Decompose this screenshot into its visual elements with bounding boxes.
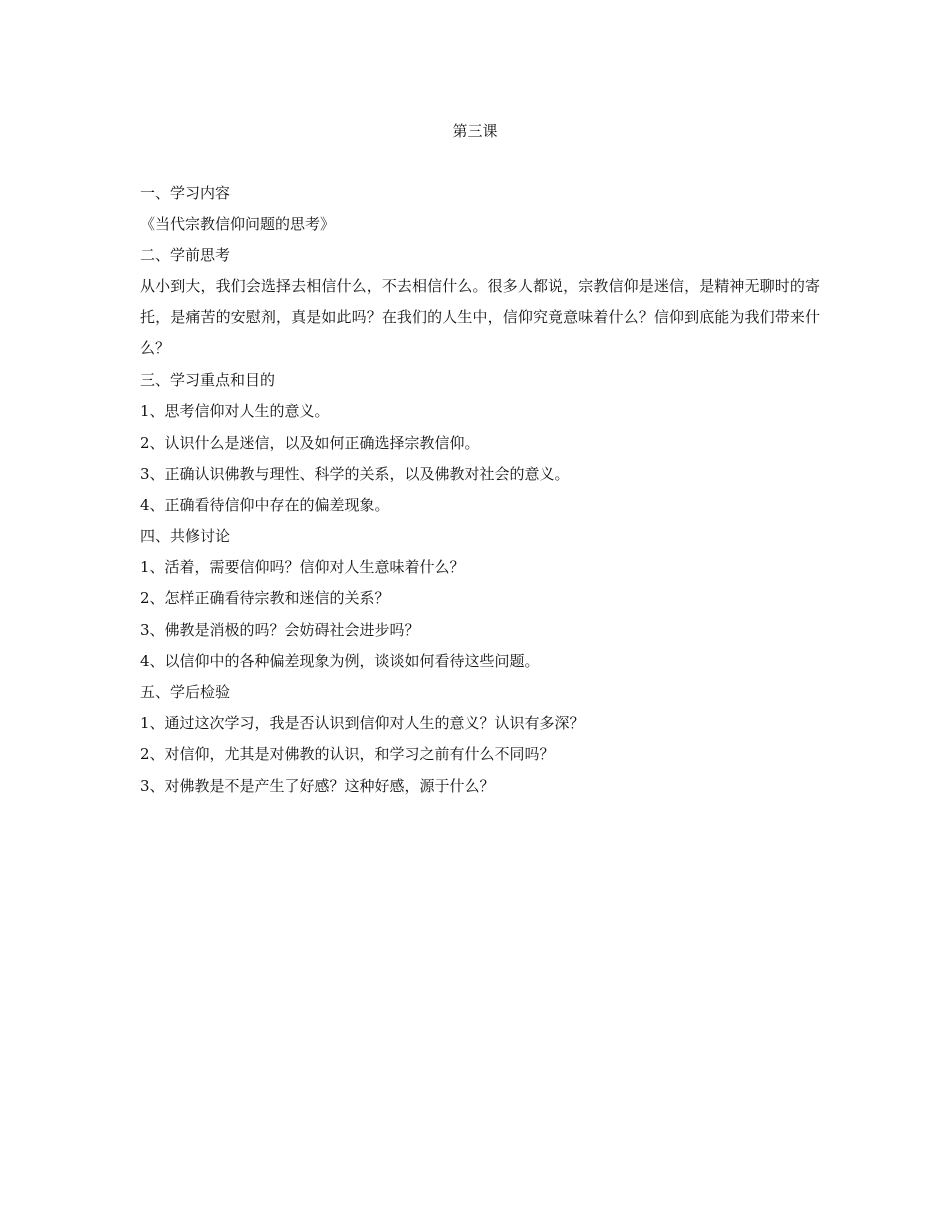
key-point-item: 1、思考信仰对人生的意义。 — [140, 402, 330, 421]
section-heading-pre-study: 二、学前思考 — [140, 246, 231, 265]
review-item: 2、对信仰，尤其是对佛教的认识，和学习之前有什么不同吗？ — [140, 745, 555, 764]
section-heading-discussion: 四、共修讨论 — [140, 527, 231, 546]
section-heading-key-points: 三、学习重点和目的 — [140, 371, 276, 390]
pre-study-paragraph: 从小到大，我们会选择去相信什么，不去相信什么。很多人都说，宗教信仰是迷信，是精神无聊时的寄托，是痛苦的安慰剂，真是如此吗？在我们的人生中，信仰究竟意味着什么？信仰到底能为我们带来什么？ — [140, 276, 820, 358]
review-item: 1、通过这次学习，我是否认识到信仰对人生的意义？认识有多深？ — [140, 714, 585, 733]
key-point-item: 2、认识什么是迷信，以及如何正确选择宗教信仰。 — [140, 433, 480, 452]
discussion-item: 4、以信仰中的各种偏差现象为例，谈谈如何看待这些问题。 — [140, 651, 540, 670]
review-item: 3、对佛教是不是产生了好感？这种好感，源于什么？ — [140, 776, 495, 795]
book-title: 《当代宗教信仰问题的思考》 — [140, 215, 336, 234]
section-heading-review: 五、学后检验 — [140, 683, 231, 702]
discussion-item: 2、怎样正确看待宗教和迷信的关系？ — [140, 589, 390, 608]
section-heading-learning-content: 一、学习内容 — [140, 184, 231, 202]
page-title: 第三课 — [452, 122, 498, 140]
key-point-item: 3、正确认识佛教与理性、科学的关系，以及佛教对社会的意义。 — [140, 464, 570, 483]
discussion-item: 1、活着，需要信仰吗？信仰对人生意味着什么？ — [140, 558, 465, 577]
document-body — [140, 183, 820, 807]
discussion-item: 3、佛教是消极的吗？会妨碍社会进步吗？ — [140, 620, 420, 639]
key-point-item: 4、正确看待信仰中存在的偏差现象。 — [140, 495, 390, 514]
